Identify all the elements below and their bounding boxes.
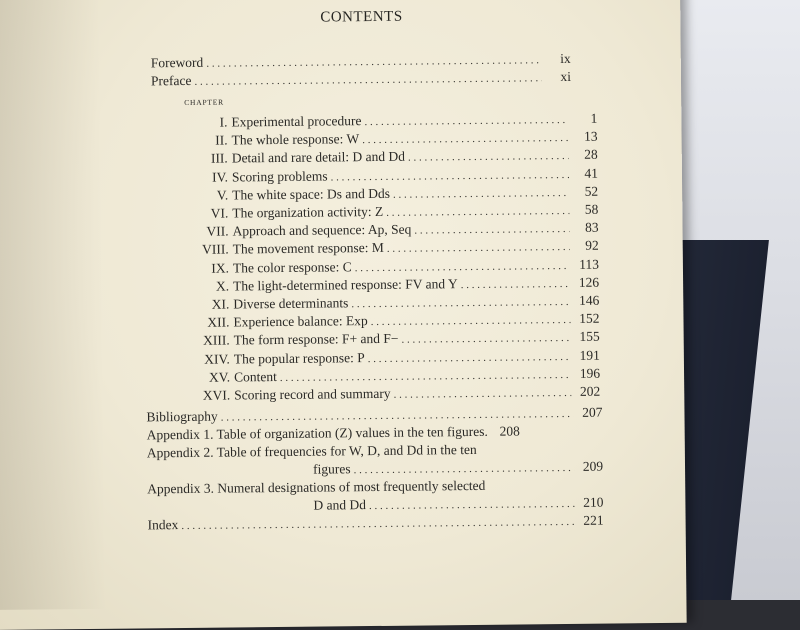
chapter-title: Experimental procedure — [231, 113, 362, 130]
entry-page: xi — [560, 68, 572, 85]
chapter-page: 1 — [590, 110, 598, 126]
entry-label: Preface — [150, 72, 192, 89]
entry-page: 208 — [499, 423, 520, 439]
entry-label: Appendix 1. Table of organization (Z) values in the ten figures. — [146, 423, 488, 443]
entry-page: 209 — [582, 458, 604, 474]
chapter-page: 202 — [579, 383, 601, 399]
chapter-page: 152 — [579, 310, 600, 327]
chapter-title: The organization activity: Z — [232, 203, 384, 221]
gutter-shadow — [0, 0, 106, 610]
chapter-number: V. — [216, 187, 229, 203]
chapter-number: III. — [210, 150, 228, 167]
entry-page: 221 — [583, 512, 604, 528]
chapter-title: The white space: Ds and Dds — [232, 185, 391, 203]
entry-label: Foreword — [150, 54, 204, 71]
chapter-page: 113 — [579, 256, 599, 272]
chapter-title: The light-determined response: FV and Y — [233, 275, 458, 294]
dot-leader — [394, 383, 572, 404]
chapter-number: XIV. — [204, 351, 230, 367]
entry-page: ix — [560, 50, 571, 67]
chapter-page: 13 — [583, 128, 598, 144]
entry-label: Index — [147, 517, 179, 533]
chapter-page: 155 — [579, 329, 600, 345]
entry-page: 207 — [582, 404, 603, 420]
chapter-number: II. — [215, 132, 228, 148]
chapter-page: 92 — [585, 238, 599, 254]
chapter-number: XI. — [211, 296, 230, 312]
chapter-page: 28 — [584, 147, 598, 163]
toc-entry-appendix-3-line1: Appendix 3. Numeral designations of most frequently selected — [147, 477, 486, 497]
chapter-page: 126 — [578, 274, 600, 290]
chapter-title: Diverse determinants — [233, 295, 349, 312]
chapter-page: 196 — [579, 365, 601, 381]
chapter-page: 83 — [584, 219, 599, 235]
toc-entry-index — [148, 512, 604, 536]
toc-entry-appendix-2-line1: Appendix 2. Table of frequencies for W, D, and Dd in the ten — [146, 441, 477, 461]
toc-entry-preface — [151, 68, 571, 91]
chapter-number: XV. — [208, 369, 231, 385]
chapter-number: I. — [219, 114, 228, 130]
chapter-number: XIII. — [202, 332, 230, 349]
dot-leader — [194, 68, 542, 91]
entry-label: figures — [312, 461, 351, 477]
chapter-title: The movement response: M — [232, 240, 384, 257]
chapter-title: Approach and sequence: Ap, Seq — [232, 221, 412, 239]
chapter-title: Content — [233, 368, 277, 385]
chapter-title: The form response: F+ and F− — [233, 331, 399, 348]
toc-entry-chapter — [174, 383, 600, 406]
chapter-number: XII. — [207, 314, 230, 330]
chapter-number: VII. — [206, 223, 229, 239]
chapter-title: Detail and rare detail: D and Dd — [231, 149, 406, 166]
chapter-number: VI. — [210, 205, 229, 221]
chapter-number: IX. — [211, 260, 229, 276]
dot-leader — [461, 274, 571, 294]
chapter-title: Scoring record and summary — [234, 385, 391, 403]
chapter-title: Experience balance: Exp — [233, 313, 368, 330]
chapter-page: 58 — [584, 201, 599, 217]
entry-label: D and Dd — [313, 497, 366, 513]
dot-leader — [181, 512, 574, 535]
chapter-number: IV. — [211, 169, 229, 185]
chapter-title: The popular response: P — [233, 349, 365, 367]
chapter-number: XVI. — [202, 387, 231, 403]
chapter-page: 191 — [579, 347, 600, 363]
chapter-title: The whole response: W — [231, 131, 360, 148]
chapter-number: X. — [215, 278, 230, 294]
chapter-page: 41 — [584, 165, 599, 181]
chapter-title: Scoring problems — [231, 168, 328, 185]
chapter-heading: CHAPTER — [184, 97, 225, 107]
toc-entry-appendix-1 — [147, 422, 603, 445]
dot-leader — [353, 458, 574, 479]
chapter-page: 146 — [578, 292, 600, 308]
chapter-number: VIII. — [202, 241, 229, 258]
chapter-page: 52 — [584, 183, 599, 199]
entry-label: Bibliography — [146, 408, 218, 425]
entry-page: 210 — [583, 494, 604, 510]
page-title: CONTENTS — [320, 8, 403, 26]
chapter-title: The color response: C — [232, 258, 352, 276]
